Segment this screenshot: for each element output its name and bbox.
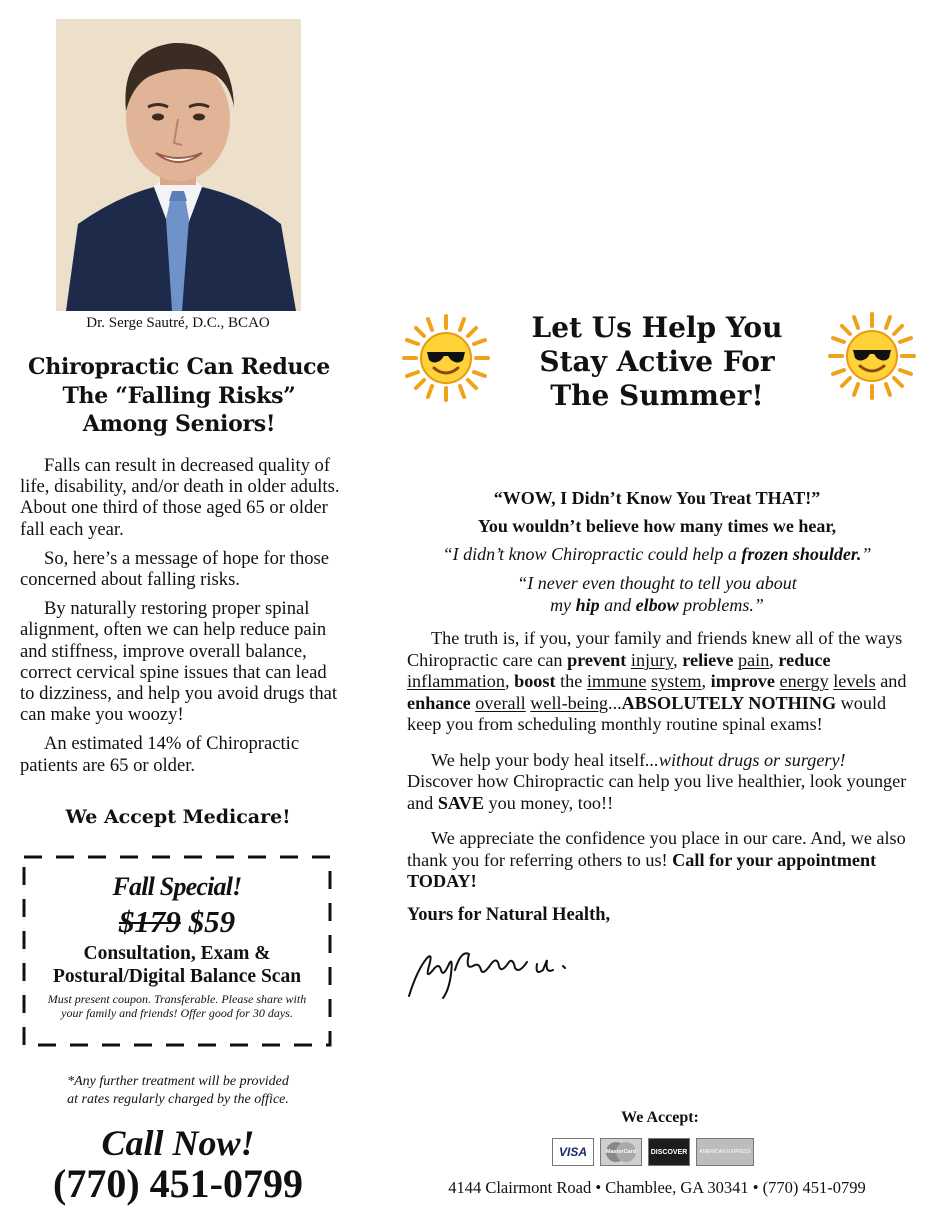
left-paragraph-2: So, here’s a message of hope for those concerned about falling risks. xyxy=(20,547,330,591)
summer-headline xyxy=(500,311,814,413)
left-headline-line-3: Among Seniors! xyxy=(82,411,276,437)
doctor-photo xyxy=(56,19,301,311)
visa-label: VISA xyxy=(558,1145,587,1159)
quote1-close: ” xyxy=(861,544,872,564)
p1-nothing: ABSOLUTELY NOTHING xyxy=(621,692,837,713)
p1-the: the xyxy=(555,671,587,691)
coupon-title: Fall Special! xyxy=(112,872,242,901)
quote1-bold: frozen shoulder. xyxy=(741,544,862,564)
p1-inflammation: inflammation xyxy=(407,671,505,691)
summer-headline-line-1: Let Us Help You xyxy=(531,311,783,344)
quote2-hip: hip xyxy=(575,595,600,615)
p1-prevent: prevent xyxy=(567,649,627,670)
coupon-fine-print xyxy=(22,992,332,1020)
p2-intro: We help your body heal itself xyxy=(431,749,646,770)
p1-pain: pain xyxy=(737,649,770,670)
disclaimer-line-2: at rates regularly charged by the office. xyxy=(67,1092,289,1107)
p2-middle: Discover how Chiropractic can help you live healthier, look younger and xyxy=(407,771,907,813)
coupon-content xyxy=(22,855,332,1020)
p1-levels: levels xyxy=(833,671,876,691)
wow-quote: “WOW, I Didn’t Know You Treat THAT!” xyxy=(493,488,821,508)
medicare-notice: We Accept Medicare! xyxy=(65,806,291,828)
summer-headline-line-2: Stay Active For xyxy=(539,345,775,378)
appreciate-paragraph xyxy=(407,828,912,893)
p1-improve: improve xyxy=(710,671,775,691)
left-headline xyxy=(18,353,340,439)
left-paragraph-1: Falls can result in decreased quality of life, disability, and/or death in older adults. About one third of those aged 65 or older fall each year. xyxy=(20,455,340,540)
coupon-new-price: $59 xyxy=(188,904,236,939)
heal-paragraph xyxy=(407,750,912,815)
coupon-desc-line-1: Consultation, Exam & xyxy=(83,943,271,964)
discover-label: DISCOVER xyxy=(650,1148,688,1156)
left-headline-line-1: Chiropractic Can Reduce xyxy=(28,354,330,380)
amex-card-icon xyxy=(696,1138,754,1166)
left-headline-line-2: The “Falling Risks” xyxy=(62,382,296,409)
left-paragraph-4: An estimated 14% of Chiropractic patients are 65 or older. xyxy=(20,733,300,776)
p1-energy: energy xyxy=(779,671,829,691)
coupon-desc-line-2: Postural/Digital Balance Scan xyxy=(52,966,302,987)
payment-cards xyxy=(552,1138,754,1166)
phone-number-link[interactable]: (770) 451-0799 xyxy=(53,1161,303,1206)
p1-immune: immune xyxy=(586,671,647,691)
quote2-and: and xyxy=(599,595,636,615)
treatment-disclaimer xyxy=(30,1073,326,1109)
coupon-description xyxy=(22,942,332,988)
call-now-label: Call Now! xyxy=(101,1123,255,1163)
p1-injury: injury xyxy=(630,649,674,670)
p1-and: and xyxy=(880,671,907,691)
office-address: 4144 Clairmont Road • Chamblee, GA 30341 • (770) 451-0799 xyxy=(448,1178,866,1197)
we-accept-label: We Accept: xyxy=(621,1109,699,1126)
quote1-text: “I didn’t know Chiropractic could help a xyxy=(442,544,742,564)
p1-system: system xyxy=(651,671,702,691)
fall-special-coupon[interactable] xyxy=(22,855,332,1047)
disclaimer-line-1: *Any further treatment will be provided xyxy=(67,1074,289,1089)
quote2-elbow: elbow xyxy=(635,595,679,615)
quote2-end: problems.” xyxy=(678,595,764,615)
left-body xyxy=(20,455,340,784)
signoff: Yours for Natural Health, xyxy=(407,905,611,925)
patient-quote-2 xyxy=(407,572,907,616)
amex-label: AMERICAN EXPRESS xyxy=(699,1149,751,1155)
mastercard-label: MasterCard xyxy=(605,1149,637,1155)
p1-wellbeing: well-being xyxy=(530,692,609,713)
discover-card-icon xyxy=(648,1138,690,1166)
summer-headline-line-3: The Summer! xyxy=(550,379,764,412)
right-body xyxy=(407,628,912,907)
p2-save: SAVE xyxy=(437,792,484,813)
quote2-line-1: “I never even thought to tell you about xyxy=(517,573,797,593)
p3-intro: We appreciate the confidence you place in our care. And, we also thank you for referring others to us! xyxy=(407,828,906,870)
mastercard-icon xyxy=(600,1138,642,1166)
left-paragraph-3: By naturally restoring proper spinal alignment, often we can help reduce pain and stiffness, improve overall balance, correct cervical spine issues that can lead to dizziness, and help you avoid drugs that can make you woozy! xyxy=(20,598,338,726)
sun-with-sunglasses-icon xyxy=(400,312,492,404)
coupon-fine-line-2: your family and friends! Offer good for 30 days. xyxy=(61,1006,293,1020)
p1-reduce: reduce xyxy=(778,649,831,670)
p1-enhance: enhance xyxy=(407,692,471,713)
visa-card-icon xyxy=(552,1138,594,1166)
p2-italic: ...without drugs or surgery! xyxy=(645,749,846,770)
coupon-price xyxy=(22,904,332,940)
doctor-signature xyxy=(403,940,573,1002)
p3-call-to-action: Call for your appointment TODAY! xyxy=(407,849,877,891)
p1-overall: overall xyxy=(475,692,526,713)
p1-relieve: relieve xyxy=(682,649,734,670)
sun-with-sunglasses-icon xyxy=(826,310,918,402)
p1-end: would keep you from scheduling monthly routine spinal exams! xyxy=(407,692,887,734)
p2-end: you money, too!! xyxy=(483,792,614,813)
patient-quote-1 xyxy=(407,544,907,565)
hear-line: You wouldn’t believe how many times we hear, xyxy=(477,516,837,536)
truth-paragraph: The truth is, if you, your family and friends knew all of the ways Chiropractic care can prevent injury, relieve pain, reduce inflammation, boost the immune system, improve energy levels and enhance overall well-being...ABSOLUTELY NOTHING would keep you from scheduling monthly routine spinal exams! xyxy=(407,628,907,734)
doctor-portrait-illustration xyxy=(56,19,301,311)
p1-intro: The truth is, if you, your family and friends knew all of the ways Chiropractic care can xyxy=(407,628,903,670)
coupon-old-price: $179 xyxy=(118,904,181,939)
doctor-caption: Dr. Serge Sautré, D.C., BCAO xyxy=(86,315,270,331)
quote2-my: my xyxy=(550,595,576,615)
coupon-fine-line-1: Must present coupon. Transferable. Please share with xyxy=(47,992,307,1006)
quote2-line-2 xyxy=(407,594,907,616)
p1-boost: boost xyxy=(514,671,556,691)
